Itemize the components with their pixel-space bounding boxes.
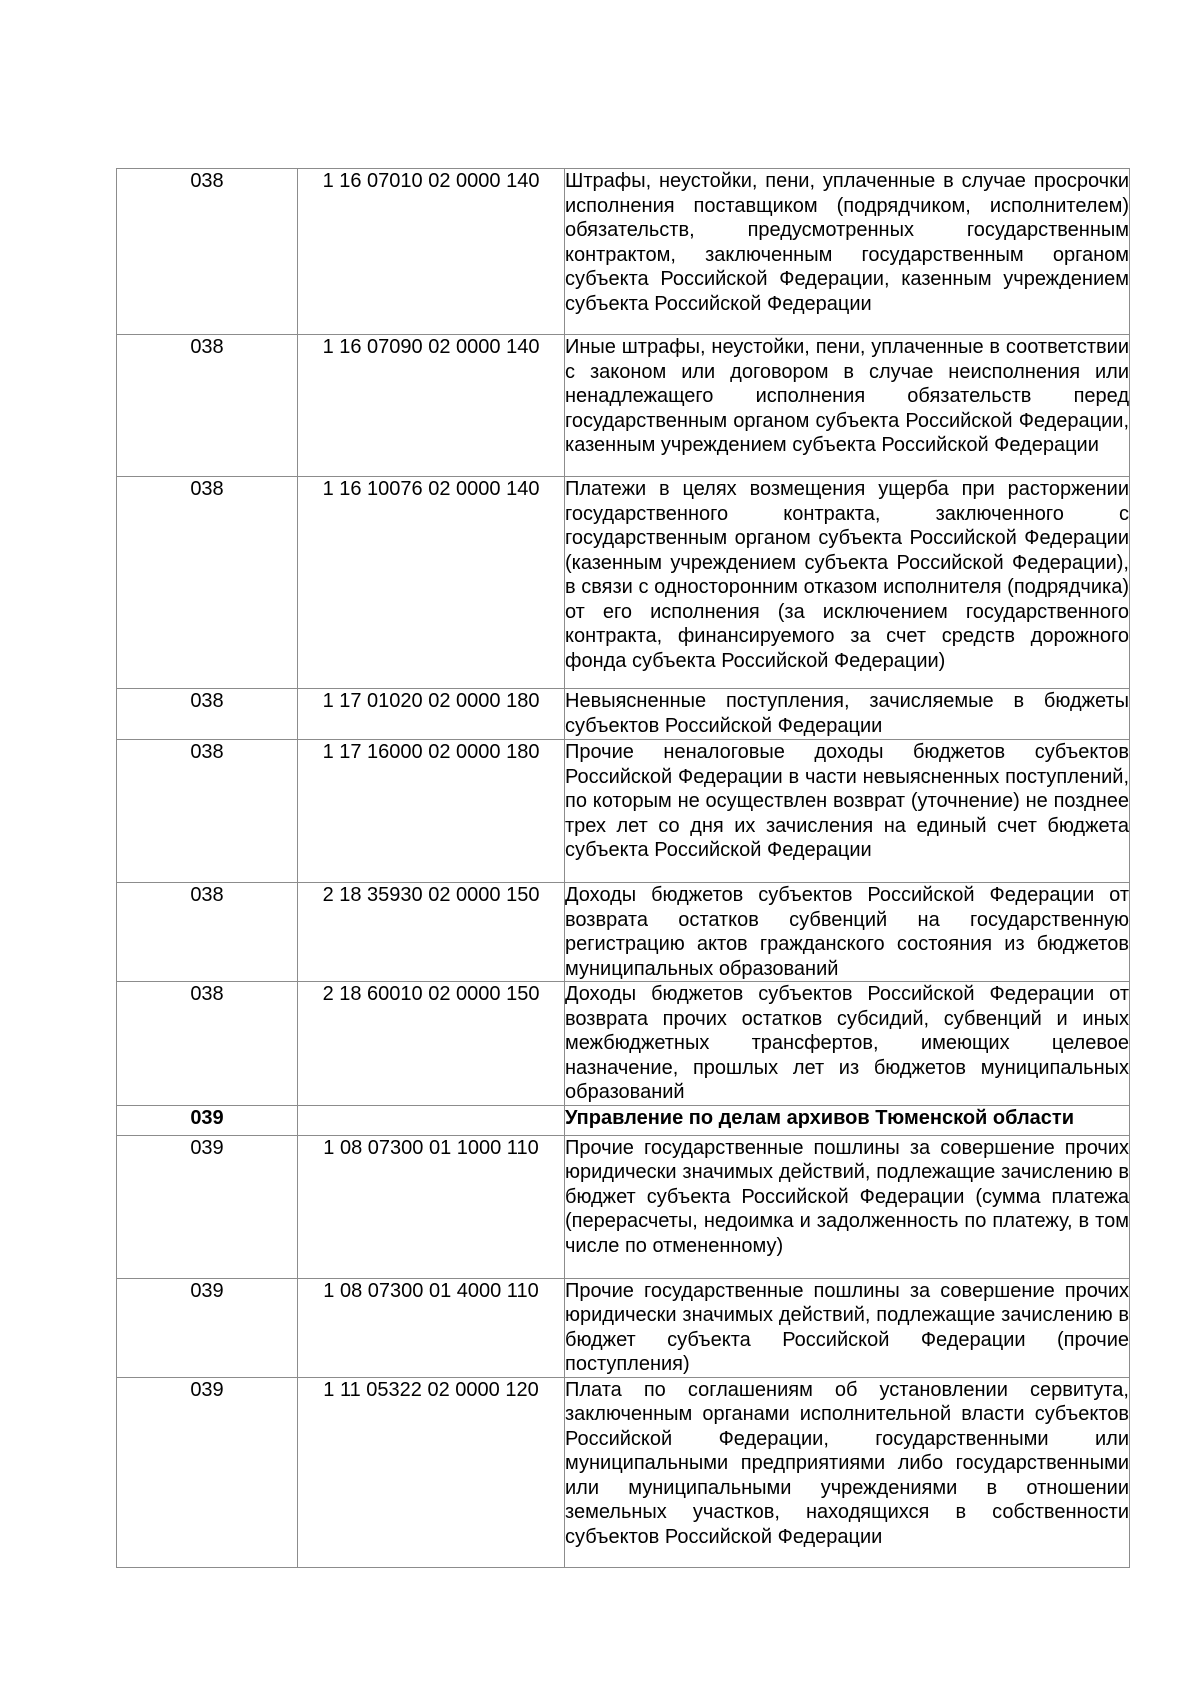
- revenue-name-cell: Иные штрафы, неустойки, пени, уплаченные в соответствии с законом или договором в случае неисполнения или ненадлежащего исполнения обязательств перед государственным органом субъекта Российской Федерации, казенным учреждением субъекта Российской Федерации: [565, 335, 1130, 477]
- revenue-name-cell: Платежи в целях возмещения ущерба при расторжении государственного контракта, заключенного с государственным органом субъекта Российской Федерации (казенным учреждением субъекта Российской Федерации), в связи с односторонним отказом исполнителя (подрядчика) от его исполнения (за исключением государственного контракта, финансируемого за счет средств дорожного фонда субъекта Российской Федерации): [565, 477, 1130, 689]
- budget-code-cell: 1 16 07010 02 0000 140: [298, 169, 565, 335]
- table-row: [117, 1278, 1130, 1377]
- budget-code-cell: 2 18 60010 02 0000 150: [298, 982, 565, 1106]
- admin-code-cell: 038: [117, 477, 298, 689]
- budget-code-cell: 2 18 35930 02 0000 150: [298, 883, 565, 982]
- budget-code-cell: 1 08 07300 01 1000 110: [298, 1135, 565, 1278]
- revenue-name-cell: Прочие государственные пошлины за совершение прочих юридически значимых действий, подлежащие зачислению в бюджет субъекта Российской Федерации (сумма платежа (перерасчеты, недоимка и задолженность по платежу, в том числе по отмененному): [565, 1135, 1130, 1278]
- budget-code-cell: 1 17 01020 02 0000 180: [298, 689, 565, 740]
- admin-code-cell: 038: [117, 335, 298, 477]
- table-row: [117, 1135, 1130, 1278]
- administrator-name-cell: Управление по делам архивов Тюменской области: [565, 1105, 1130, 1135]
- administrator-header-row: [117, 1105, 1130, 1135]
- table-row: [117, 982, 1130, 1106]
- revenue-name-cell: Прочие неналоговые доходы бюджетов субъектов Российской Федерации в части невыясненных поступлений, по которым не осуществлен возврат (уточнение) не позднее трех лет со дня их зачисления на единый счет бюджета субъекта Российской Федерации: [565, 740, 1130, 883]
- admin-code-cell: 038: [117, 740, 298, 883]
- admin-code-cell: 039: [117, 1377, 298, 1567]
- admin-code-cell: 038: [117, 169, 298, 335]
- revenue-name-cell: Штрафы, неустойки, пени, уплаченные в случае просрочки исполнения поставщиком (подрядчиком, исполнителем) обязательств, предусмотренных государственным контрактом, заключенным государственным органом субъекта Российской Федерации, казенным учреждением субъекта Российской Федерации: [565, 169, 1130, 335]
- table-row: [117, 169, 1130, 335]
- budget-code-cell: [298, 1105, 565, 1135]
- budget-code-cell: 1 17 16000 02 0000 180: [298, 740, 565, 883]
- admin-code-cell: 039: [117, 1278, 298, 1377]
- revenue-name-cell: Доходы бюджетов субъектов Российской Федерации от возврата остатков субвенций на государственную регистрацию актов гражданского состояния из бюджетов муниципальных образований: [565, 884, 1129, 980]
- budget-code-cell: 1 16 07090 02 0000 140: [298, 335, 565, 477]
- budget-code-cell: 1 08 07300 01 4000 110: [298, 1278, 565, 1377]
- table-row: [117, 689, 1130, 740]
- table-row: [117, 883, 1130, 982]
- admin-code-cell: 039: [117, 1135, 298, 1278]
- table-row: [117, 740, 1130, 883]
- revenue-name-cell: Плата по соглашениям об установлении сервитута, заключенным органами исполнительной власти субъектов Российской Федерации, государственными или муниципальными предприятиями либо государственными или муниципальными учреждениями в отношении земельных участков, находящихся в собственности субъектов Российской Федерации: [565, 1377, 1130, 1567]
- admin-code-cell: 038: [117, 883, 298, 982]
- table-row: [117, 1377, 1130, 1567]
- budget-code-cell: 1 11 05322 02 0000 120: [298, 1377, 565, 1567]
- admin-code-cell: 038: [117, 982, 298, 1106]
- revenue-name-cell: Невыясненные поступления, зачисляемые в бюджеты субъектов Российской Федерации: [565, 689, 1130, 740]
- admin-code-cell: 038: [117, 689, 298, 740]
- admin-code-cell: 039: [117, 1105, 298, 1135]
- revenue-name-cell: Прочие государственные пошлины за совершение прочих юридически значимых действий, подлежащие зачислению в бюджет субъекта Российской Федерации (прочие поступления): [565, 1279, 1129, 1375]
- budget-code-cell: 1 16 10076 02 0000 140: [298, 477, 565, 689]
- table-row: [117, 477, 1130, 689]
- revenue-codes-table: [116, 168, 1130, 1568]
- table-row: [117, 335, 1130, 477]
- revenue-name-cell: Доходы бюджетов субъектов Российской Федерации от возврата прочих остатков субсидий, субвенций и иных межбюджетных трансфертов, имеющих целевое назначение, прошлых лет из бюджетов муниципальных образований: [565, 983, 1129, 1103]
